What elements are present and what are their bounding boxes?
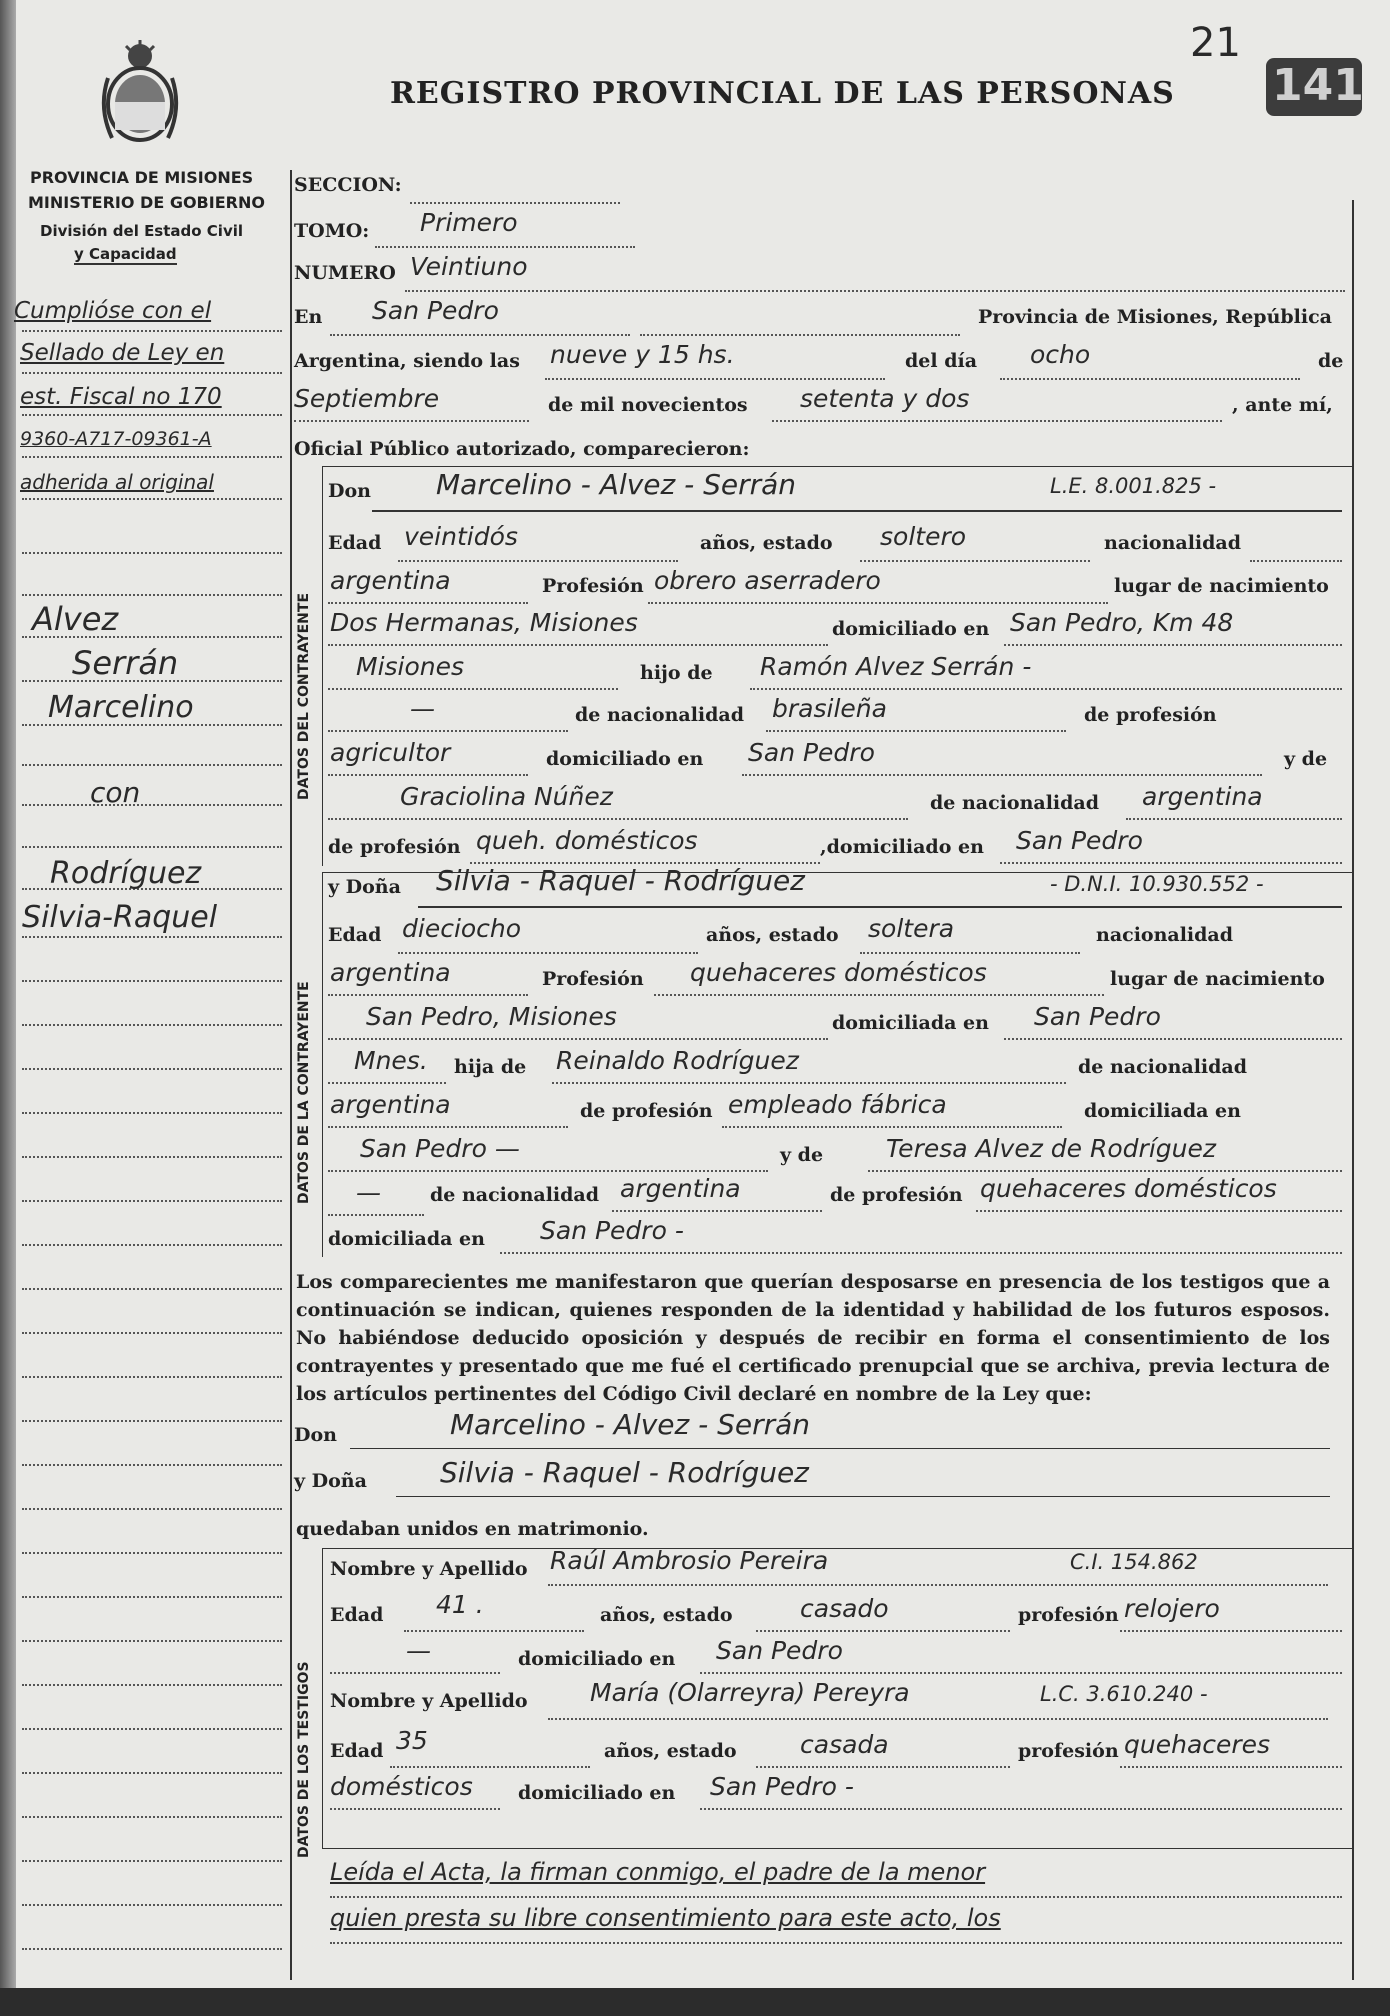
scan-bottom-edge — [0, 1988, 1390, 2016]
declaration-bride-name: Silvia - Raquel - Rodríguez — [440, 1456, 809, 1489]
witness2-age: 35 — [396, 1726, 428, 1755]
bride-mother-domicile: San Pedro - — [540, 1216, 684, 1245]
witness1-profession-cont: — — [406, 1636, 431, 1665]
witness2-name-line — [548, 1718, 1328, 1720]
hour-field-line — [545, 378, 885, 380]
folio-number-handwritten: 21 — [1190, 20, 1241, 66]
lugar-nacimiento-label-groom: lugar de nacimiento — [1114, 575, 1329, 597]
bride-nationality: argentina — [330, 958, 451, 987]
groom-marital-status: soltero — [880, 522, 967, 551]
nacionalidad-label-bride: nacionalidad — [1096, 924, 1234, 946]
bride-profession-line — [654, 994, 1104, 996]
groom-name: Marcelino - Alvez - Serrán — [436, 468, 797, 501]
bride-mother-dash-line — [328, 1214, 424, 1216]
margin-line — [22, 1508, 282, 1510]
groom-domicile: San Pedro, Km 48 — [1010, 608, 1234, 637]
groom-birthplace: Dos Hermanas, Misiones — [330, 608, 638, 637]
day-value: ocho — [1030, 340, 1091, 369]
edad-label-bride: Edad — [328, 924, 382, 946]
numero-field-line — [405, 290, 1345, 292]
tomo-field-line — [375, 246, 635, 248]
groom-mother-line — [328, 818, 908, 820]
bride-father-profession-line — [722, 1126, 1062, 1128]
month-field-line — [294, 420, 529, 422]
en-label: En — [294, 306, 323, 328]
de-mil-novecientos-label: de mil novecientos — [548, 394, 748, 416]
province-republic-text: Provincia de Misiones, República — [978, 306, 1332, 328]
bride-mother-domicile-line — [500, 1252, 1342, 1254]
margin-line — [22, 1684, 282, 1686]
seccion-field-line — [410, 202, 620, 204]
witness1-document: C.I. 154.862 — [1070, 1550, 1198, 1574]
bride-mother-nationality-line — [612, 1210, 822, 1212]
bride-status-line — [860, 952, 1080, 954]
place-field-line-2 — [640, 334, 960, 336]
witness2-name: María (Olarreyra) Pereyra — [590, 1678, 910, 1707]
closing-line-1: Leída el Acta, la firman conmigo, el padre de la menor — [330, 1858, 986, 1886]
witness2-status-line — [756, 1766, 1010, 1768]
witness2-profession-cont-line — [330, 1808, 500, 1810]
witness-section-bottom — [322, 1848, 1352, 1849]
declaration-paragraph: Los comparecientes me manifestaron que querían desposarse en presencia de los testigos que a continuación se indican, quienes responden de la identidad y habilidad de los futuros esposos. No habiéndose deducido oposición y después de recibir en forma el consentimiento de los contrayentes y presentado que me fué el certificado prenupcial que se archiva, previa lectura de los artículos pertinentes del Código Civil declaré en nombre de la Ley que: — [296, 1271, 1330, 1405]
profesion-label-groom: Profesión — [542, 575, 644, 597]
de-nacionalidad-label-bride-mother: de nacionalidad — [430, 1184, 600, 1206]
groom-mother-domicile: San Pedro — [1016, 826, 1143, 855]
bride-father-name: Reinaldo Rodríguez — [556, 1046, 799, 1075]
declaration-y-dona-label: y Doña — [294, 1470, 367, 1492]
margin-line — [22, 1464, 282, 1466]
year-value: setenta y dos — [800, 384, 970, 413]
closing-line-1-rule — [330, 1896, 1342, 1898]
margin-line — [22, 1244, 282, 1246]
groom-domicile-line — [1004, 644, 1342, 646]
numero-value: Veintiuno — [410, 252, 528, 281]
witness1-profession-line — [1120, 1630, 1342, 1632]
margin-note-stamp-line-4: 9360-A717-09361-A — [20, 428, 212, 450]
de-profesion-label-mother: de profesión — [328, 836, 461, 858]
bride-marital-status: soltera — [868, 914, 955, 943]
don-label: Don — [328, 480, 371, 502]
bride-age-line — [398, 952, 698, 954]
witness1-domicile: San Pedro — [716, 1636, 843, 1665]
ministry-name: MINISTERIO DE GOBIERNO — [28, 193, 265, 212]
witness1-domicile-line — [700, 1672, 1342, 1674]
margin-line — [22, 1552, 282, 1554]
bride-birthplace-line — [328, 1038, 828, 1040]
witness2-marital-status: casada — [800, 1730, 889, 1759]
anos-estado-label-bride: años, estado — [706, 924, 839, 946]
groom-age: veintidós — [404, 522, 518, 551]
groom-nationality: argentina — [330, 566, 451, 595]
bride-father-nationality-line — [328, 1126, 568, 1128]
groom-father-profession: agricultor — [330, 738, 451, 767]
anos-estado-label-w1: años, estado — [600, 1604, 733, 1626]
hija-de-label: hija de — [454, 1056, 527, 1078]
margin-con: con — [90, 776, 141, 809]
groom-mother-name: Graciolina Núñez — [400, 782, 613, 811]
edad-label-groom: Edad — [328, 532, 382, 554]
division-name-2: y Capacidad — [74, 245, 177, 263]
lugar-nacimiento-label-bride: lugar de nacimiento — [1110, 968, 1325, 990]
place-value: San Pedro — [372, 296, 499, 325]
hijo-de-label: hijo de — [640, 662, 713, 684]
margin-line — [22, 1200, 282, 1202]
bride-age: dieciocho — [402, 914, 522, 943]
witness2-document: L.C. 3.610.240 - — [1040, 1682, 1208, 1706]
margin-line — [22, 1376, 282, 1378]
margin-line — [22, 980, 282, 982]
witness1-age-line — [404, 1630, 584, 1632]
margin-line — [22, 414, 282, 416]
witness1-name: Raúl Ambrosio Pereira — [550, 1546, 829, 1575]
groom-document: L.E. 8.001.825 - — [1050, 474, 1217, 498]
de-nacionalidad-label-father: de nacionalidad — [575, 704, 745, 726]
margin-line — [22, 1596, 282, 1598]
margin-line — [22, 1728, 282, 1730]
margin-line — [22, 1112, 282, 1114]
bride-mother-profession: quehaceres domésticos — [980, 1174, 1277, 1203]
margin-line — [22, 1420, 282, 1422]
groom-father-domicile: San Pedro — [748, 738, 875, 767]
groom-father-name: Ramón Alvez Serrán - — [760, 652, 1032, 681]
margin-line — [22, 1024, 282, 1026]
groom-section-left — [322, 466, 323, 866]
groom-profession: obrero aserradero — [654, 566, 881, 595]
argentina-siendo-text: Argentina, siendo las — [294, 350, 520, 372]
bride-document: - D.N.I. 10.930.552 - — [1050, 872, 1264, 896]
anos-estado-label-w2: años, estado — [604, 1740, 737, 1762]
y-de-label-groom: y de — [1284, 748, 1328, 770]
declaration-bride-line — [396, 1496, 1330, 1497]
folio-stamp-number: 141 — [1272, 60, 1364, 111]
bride-mother-nationality: argentina — [620, 1174, 741, 1203]
witness1-profession-cont-line — [330, 1672, 500, 1674]
groom-father-dash: — — [410, 694, 435, 723]
coat-of-arms-emblem — [98, 38, 182, 150]
groom-father-profession-line — [328, 774, 528, 776]
de-label: de — [1318, 350, 1344, 372]
y-dona-label: y Doña — [328, 876, 401, 898]
bride-father-domicile-line — [328, 1170, 768, 1172]
de-profesion-label-father: de profesión — [1084, 704, 1217, 726]
groom-father-nationality: brasileña — [772, 694, 887, 723]
groom-father-dash-line — [328, 730, 568, 732]
bride-father-profession: empleado fábrica — [728, 1090, 947, 1119]
bride-nationality-line — [328, 994, 528, 996]
domiciliado-en-label-mother: ,domiciliado en — [820, 836, 984, 858]
edad-label-w2: Edad — [330, 1740, 384, 1762]
witness1-age: 41 . — [436, 1590, 484, 1619]
groom-profession-line — [648, 602, 1108, 604]
margin-line — [22, 846, 282, 848]
margin-note-stamp-line-1: Cumplióse con el — [14, 298, 212, 324]
margin-line — [22, 594, 282, 596]
margin-line — [22, 1156, 282, 1158]
bride-birthplace: San Pedro, Misiones — [366, 1002, 617, 1031]
witness2-profession-line — [1120, 1766, 1342, 1768]
division-name: División del Estado Civil — [40, 222, 244, 240]
margin-line — [22, 498, 282, 500]
groom-mother-domicile-line — [1000, 862, 1342, 864]
margin-groom-surname-1: Alvez — [32, 600, 119, 638]
margin-line — [22, 804, 282, 806]
tomo-label: TOMO: — [294, 220, 370, 242]
de-profesion-label-bride-mother: de profesión — [830, 1184, 963, 1206]
province-name: PROVINCIA DE MISIONES — [30, 168, 254, 187]
domiciliada-en-label-bride-mother: domiciliada en — [328, 1228, 485, 1250]
margin-line — [22, 1904, 282, 1906]
groom-status-line — [860, 560, 1090, 562]
oficial-publico-text: Oficial Público autorizado, comparecieron: — [294, 438, 750, 460]
nacionalidad-label-groom: nacionalidad — [1104, 532, 1242, 554]
margin-line — [22, 936, 282, 938]
margin-line — [22, 372, 282, 374]
groom-section-vertical-label: DATOS DEL CONTRAYENTE — [296, 592, 312, 800]
groom-father-nationality-line — [766, 730, 1066, 732]
margin-line — [22, 552, 282, 554]
witness1-status-line — [756, 1630, 1010, 1632]
margin-line — [22, 1640, 282, 1642]
margin-bride-surname: Rodríguez — [50, 856, 202, 891]
bride-profession: quehaceres domésticos — [690, 958, 987, 987]
groom-age-line — [398, 560, 678, 562]
margin-groom-given-name: Marcelino — [48, 690, 194, 725]
margin-line — [22, 1068, 282, 1070]
bride-father-line — [552, 1082, 1066, 1084]
y-de-label-bride: y de — [780, 1144, 824, 1166]
numero-label: NUMERO — [294, 262, 396, 284]
margin-line — [22, 1288, 282, 1290]
witness1-marital-status: casado — [800, 1594, 889, 1623]
hour-value: nueve y 15 hs. — [550, 340, 735, 369]
year-field-line — [772, 420, 1222, 422]
margin-line — [22, 1860, 282, 1862]
closing-line-2-rule — [330, 1942, 1342, 1944]
bride-name-line — [418, 906, 1342, 908]
declaration-don-label: Don — [294, 1424, 337, 1446]
tomo-value: Primero — [420, 208, 518, 237]
bride-mother-name: Teresa Alvez de Rodríguez — [886, 1134, 1216, 1163]
de-nacionalidad-label-bride-father: de nacionalidad — [1078, 1056, 1248, 1078]
witness2-profession: quehaceres — [1124, 1730, 1271, 1759]
margin-bride-given-names: Silvia-Raquel — [22, 900, 218, 935]
groom-mother-nationality-line — [1126, 818, 1342, 820]
bride-domicile-line — [1004, 1038, 1342, 1040]
bride-domicile-cont: Mnes. — [354, 1046, 428, 1075]
bride-father-nationality: argentina — [330, 1090, 451, 1119]
place-field-line — [330, 334, 630, 336]
witness-section-vertical-label: DATOS DE LOS TESTIGOS — [296, 1661, 312, 1858]
witness-section-left — [322, 1548, 323, 1848]
day-field-line — [1000, 378, 1300, 380]
witness1-profession: relojero — [1124, 1594, 1220, 1623]
witness1-name-line — [548, 1584, 1328, 1586]
witness2-domicile-line — [700, 1808, 1342, 1810]
margin-note-stamp-line-3: est. Fiscal no 170 — [20, 384, 222, 410]
witness2-profession-cont: domésticos — [330, 1772, 473, 1801]
profesion-label-w1: profesión — [1018, 1604, 1119, 1626]
domiciliado-en-label-w1: domiciliado en — [518, 1648, 676, 1670]
margin-line — [22, 1772, 282, 1774]
document-title: REGISTRO PROVINCIAL DE LAS PERSONAS — [390, 76, 1175, 111]
nombre-apellido-label-1: Nombre y Apellido — [330, 1558, 528, 1580]
profesion-label-w2: profesión — [1018, 1740, 1119, 1762]
domiciliado-en-label-father: domiciliado en — [546, 748, 704, 770]
quedaban-unidos-text: quedaban unidos en matrimonio. — [296, 1518, 649, 1540]
groom-mother-nationality: argentina — [1142, 782, 1263, 811]
margin-line — [22, 1332, 282, 1334]
margin-line — [22, 456, 282, 458]
groom-section-top — [322, 466, 1352, 467]
groom-nationality-line-end — [1250, 560, 1342, 562]
domiciliada-en-label-bride: domiciliada en — [832, 1012, 989, 1034]
groom-mother-profession: queh. domésticos — [476, 826, 698, 855]
bride-section-left — [322, 872, 323, 1257]
main-frame-left-border — [290, 170, 292, 1980]
groom-father-domicile-line — [742, 774, 1262, 776]
de-nacionalidad-label-mother: de nacionalidad — [930, 792, 1100, 814]
groom-nationality-line — [328, 602, 528, 604]
month-value: Septiembre — [294, 384, 440, 413]
declaration-groom-line — [350, 1448, 1330, 1449]
bride-mother-dash: — — [356, 1178, 381, 1207]
groom-father-line — [750, 688, 1342, 690]
margin-groom-surname-2: Serrán — [72, 644, 179, 682]
nombre-apellido-label-2: Nombre y Apellido — [330, 1690, 528, 1712]
bride-domicile-cont-line — [328, 1082, 446, 1084]
witness2-domicile: San Pedro - — [710, 1772, 854, 1801]
bride-mother-profession-line — [976, 1210, 1342, 1212]
groom-name-line — [372, 510, 1342, 512]
bride-mother-line — [868, 1170, 1342, 1172]
margin-line — [22, 1948, 282, 1950]
edad-label-w1: Edad — [330, 1604, 384, 1626]
seccion-label: SECCION: — [294, 174, 402, 196]
domiciliado-en-label-groom: domiciliado en — [832, 618, 990, 640]
ante-mi-label: , ante mí, — [1232, 394, 1333, 416]
margin-line — [22, 330, 282, 332]
declaration-groom-name: Marcelino - Alvez - Serrán — [450, 1408, 811, 1441]
domiciliada-en-label-bride-father: domiciliada en — [1084, 1100, 1241, 1122]
margin-note-stamp-line-2: Sellado de Ley en — [20, 340, 225, 366]
witness-section-top — [322, 1548, 1352, 1549]
groom-domicile-cont-line — [328, 688, 618, 690]
domiciliado-en-label-w2: domiciliado en — [518, 1782, 676, 1804]
main-frame-right-border — [1352, 200, 1354, 1980]
witness2-age-line — [390, 1766, 590, 1768]
margin-line — [22, 764, 282, 766]
closing-line-2: quien presta su libre consentimiento para este acto, los — [330, 1904, 1001, 1932]
bride-name: Silvia - Raquel - Rodríguez — [436, 864, 805, 897]
de-profesion-label-bride-father: de profesión — [580, 1100, 713, 1122]
profesion-label-bride: Profesión — [542, 968, 644, 990]
margin-note-stamp-line-5: adherida al original — [20, 470, 214, 494]
margin-line — [22, 1816, 282, 1818]
bride-father-domicile: San Pedro — — [360, 1134, 520, 1163]
bride-domicile: San Pedro — [1034, 1002, 1161, 1031]
del-dia-label: del día — [905, 350, 978, 372]
groom-domicile-cont: Misiones — [356, 652, 465, 681]
groom-birthplace-line — [328, 644, 828, 646]
bride-section-vertical-label: DATOS DE LA CONTRAYENTE — [296, 981, 312, 1204]
anos-estado-label-groom: años, estado — [700, 532, 833, 554]
